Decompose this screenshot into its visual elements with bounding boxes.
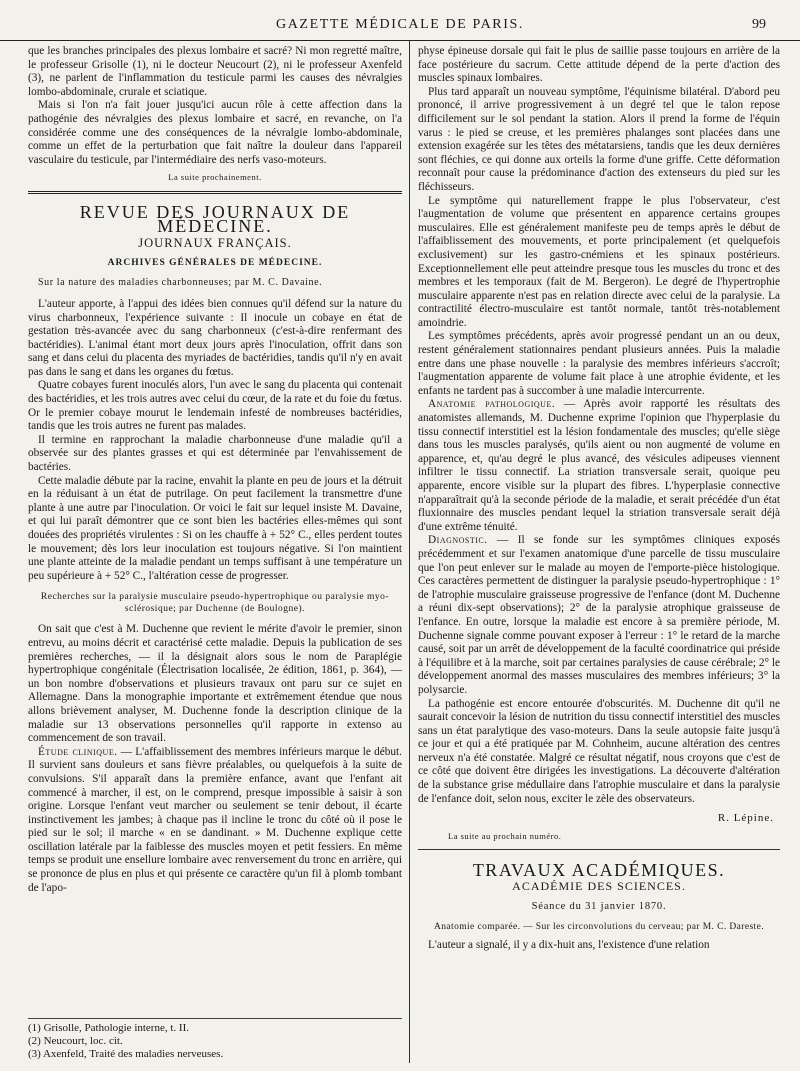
continuation-paragraph-1: que les branches principales des plexus lombaire et sacré? Ni mon regretté maître, le professeur Grisolle (1), ni le docteur Neucourt (2), ni le professeur Axenfeld (3), ne parlent de l'inflammation du testicule parmi les causes des névralgies lombo-abdominale, crurale et sciatique. bbox=[28, 45, 402, 98]
seance-date: Séance du 31 janvier 1870. bbox=[531, 900, 667, 912]
section-rule-right bbox=[418, 849, 780, 850]
anatomie-paragraph bbox=[418, 398, 780, 534]
anatomie-text: — Après avoir rapporté les résultats des anatomistes allemands, M. Duchenne exprime l'opinion que l'hyperplasie du tissu connectif interstitiel est la lésion fondamentale des muscles; qu'elle siège dans tous les muscles paralysés, qu'ils aient ou non augmenté de volume en apparence, et, qu'au degré le plus avancé, des vésicules adipeuses viennent infiltrer le tissu connectif. La striation transversale serait, quoique peu apparente, encore visible sur la plupart des fibres. L'hyperplasie connective n'apparaîtrait qu'à la seconde période de la maladie, et serait précédée d'un état fluxionnaire des muscles pendant lequel la striation transversale serait déjà d'une extrême ténuité. bbox=[418, 398, 780, 533]
footnote-1: (1) Grisolle, Pathologie interne, t. II. bbox=[28, 1022, 189, 1034]
right-paragraph-1: physe épineuse dorsale qui fait le plus de saillie passe toujours en arrière de la face postérieure du sacrum. Cette attitude dépend de la perte d'action des muscles spinaux lombaires. bbox=[418, 45, 780, 85]
article1-title: Sur la nature des maladies charbonneuses; par M. C. Davaine. bbox=[38, 277, 323, 289]
article1-paragraph-1: L'auteur apporte, à l'appui des idées bien connues qu'il défend sur la nature du virus charbonneux, l'expérience suivante : Il inocule un cobaye en état de gestation très-avancée avec du sang charbonneux (c'est-à-dire renfermant des bactéridies). L'animal étant mort deux jours après l'inoculation, offrit dans son sang et dans celui du placenta des myriades de bactéridies, tandis qu'il n'y en avait pas dans le sang et dans les organes du fœtus. bbox=[28, 297, 402, 378]
article1-paragraph-2: Quatre cobayes furent inoculés alors, l'un avec le sang du placenta qui contenait des bactéridies, et les trois autres avec celui du cœur, de la rate et du foie du fœtus. Or le premier cobaye mourut le lendemain infesté de nombreuses bactéridies, tandis que les trois autres ne furent pas malades. bbox=[28, 379, 402, 433]
right-paragraph-3: Le symptôme qui naturellement frappe le plus l'observateur, c'est l'augmentation de volume que présentent en apparence certains groupes musculaires. Elle est généralement manifeste peu de temps après le début de l'affaiblissement des mouvements, et porte principalement (et quelquefois exclusivement) sur les gastro-cnémiens et les spinaux postérieurs. Exceptionnellement elle peut atteindre presque tous les muscles du tronc et des membres et les temporaux (fait de M. Bergeron). Le degré de l'hypertrophie musculaire apparente n'est pas en relation directe avec celui de la paralysie. La contractilité électro-musculaire est tantôt normale, tantôt très-notablement amoindrie. bbox=[418, 194, 780, 329]
revue-title: REVUE DES JOURNAUX DE MÉDECINE. bbox=[79, 201, 351, 236]
etude-lead: Étude clinique. bbox=[38, 745, 118, 758]
journal-title: GAZETTE MÉDICALE DE PARIS. bbox=[276, 17, 524, 32]
academie-subtitle: ACADÉMIE DES SCIENCES. bbox=[512, 879, 686, 894]
column-divider bbox=[409, 41, 410, 1063]
diagnostic-paragraph bbox=[418, 534, 780, 697]
travaux-title: TRAVAUX ACADÉMIQUES. bbox=[472, 860, 726, 881]
etude-paragraph bbox=[28, 746, 402, 896]
right-paragraph-4: Les symptômes précédents, après avoir progressé pendant un an ou deux, restent généralement stationnaires pendant plusieurs années. Puis la maladie entre dans une phase nouvelle : la paralysie des membres inférieurs s'accroît; l'augmentation apparente de volume fait place à une atrophie évidente, et les enfants ne tardent pas à succomber à une maladie intercurrente. bbox=[418, 330, 780, 397]
left-column bbox=[28, 45, 402, 895]
archives-heading: ARCHIVES GÉNÉRALES DE MÉDECINE. bbox=[107, 257, 323, 268]
continuation-paragraph-2: Mais si l'on n'a fait jouer jusqu'ici aucun rôle à cette affection dans la pathogénie des névralgies des plexus lombaire et sacré, en revanche, on l'a considérée comme une des conséquences de la névralgie lombo-abdominale, comme un effet de la perturbation que fait naître la douleur dans l'appareil vasculaire du testicule, par l'intermédiaire des nerfs vaso-moteurs. bbox=[28, 99, 402, 166]
article2-title: Recherches sur la paralysie musculaire pseudo-hypertrophique ou paralysie myo-sclérosique; par Duchenne (de Boulogne). bbox=[40, 592, 390, 615]
right-column bbox=[418, 45, 780, 953]
suite-note: La suite prochainement. bbox=[168, 172, 262, 183]
anatomie-comparee-heading: Anatomie comparée. — Sur les circonvolutions du cerveau; par M. C. Dareste. bbox=[434, 922, 764, 933]
section-rule bbox=[28, 191, 402, 194]
footnotes bbox=[28, 1018, 402, 1061]
etude-text: — L'affaiblissement des membres inférieurs marque le début. Il survient sans douleurs et sans fièvre préalables, ou quelquefois à la suite de convulsions. S'il apparaît dans la première enfance, avant que l'enfant ait commencé à marcher, il est, on le comprend, presque impossible à saisir à son origine. Lorsque l'enfant veut marcher ou seulement se tenir debout, il écarte instinctivement les jambes; à chaque pas il incline le tronc du côté où il pose le pied sur le sol; il marche « en se dandinant. » M. Duchenne explique cette oscillation latérale par la faiblesse des muscles moyen et petit fessiers. En même temps se produit une ensellure lombaire avec renversement du tronc en arrière, qui se prononce de plus en plus et qui présente ce caractère qu'un fil à plomb tombant de l'apo- bbox=[28, 745, 402, 894]
article2-paragraph-1: On sait que c'est à M. Duchenne que revient le mérite d'avoir le premier, sinon entrevu, au moins décrit et caractérisé cette maladie. Depuis la publication de ses premières recherches, — il la désignait alors sous le nom de Paraplégie hypertrophique congénitale (Électrisation localisée, 2e édition, 1861, p. 364), — un bon nombre d'observations et plusieurs travaux ont paru sur ce sujet en Allemagne. Dans la monographie importante et extrêmement étendue que nous allons brièvement analyser, M. Duchenne fonde la description clinique de la maladie sur 13 observations personnelles qu'il rapporte in extenso au commencement de son travail. bbox=[28, 623, 402, 745]
article1-paragraph-4: Cette maladie débute par la racine, envahit la plante en peu de jours et la détruit en la réduisant à un état de putrilage. On peut facilement la transmettre d'une plante à une autre par l'inoculation. Or voici le fait sur lequel insiste M. Davaine, et qui lui paraît démontrer que ce sont bien les bactéries elles-mêmes qui sont douées des propriétés virulentes : Si on les chauffe à + 52° C., elles perdent toutes le mouvement; dès lors leur inoculation est toujours négative. Si l'on maintient une plante atteinte de la maladie pendant un temps suffisant à une température un peu supérieure à + 52° C., l'altération cesse de progresser. bbox=[28, 474, 402, 582]
right-paragraph-2: Plus tard apparaît un nouveau symptôme, l'équinisme bilatéral. D'abord peu prononcé, il arrive progressivement à un degré tel que le talon repose difficilement sur le sol pendant la station. Alors il prend la forme de l'équin varus : le pied se creuse, et les premières phalanges sont placées dans une extension exagérée sur les têtes des métatarsiens, tandis que les deux dernières sont fléchies, ce qui donne aux orteils la forme d'une griffe. Cette déformation reconnaît pour cause la prédominance d'action des extenseurs du pied sur les fléchisseurs. bbox=[418, 85, 780, 193]
anatomie-lead: Anatomie pathologique. bbox=[428, 398, 556, 411]
article1-paragraph-3: Il termine en rapprochant la maladie charbonneuse d'une maladie qu'il a observée sur des plantes grasses et qui est déterminée par l'envahissement de bactéries. bbox=[28, 433, 402, 474]
footnote-2: (2) Neucourt, loc. cit. bbox=[28, 1035, 123, 1047]
right-suite-note: La suite au prochain numéro. bbox=[448, 830, 562, 841]
footnote-3: (3) Axenfeld, Traité des maladies nerveuses. bbox=[28, 1048, 224, 1060]
diagnostic-lead: Diagnostic. bbox=[428, 534, 488, 547]
last-paragraph: L'auteur a signalé, il y a dix-huit ans, l'existence d'une relation bbox=[428, 939, 710, 952]
signature: R. Lépine. bbox=[717, 812, 774, 825]
diagnostic-text: — Il se fonde sur les symptômes cliniques exposés précédemment et sur l'examen anatomique d'une parcelle de tissu musculaire que l'on peut enlever sur le malade au moyen de l'emporte-pièce histologique. Ces caractères permettent de distinguer la paralysie pseudo-hypertrophique : 1° de l'atrophie musculaire graisseuse progressive de l'enfance (dont M. Duchenne a réuni dix-sept observations); 2° de la paralysie atrophique graisseuse de l'enfance. En outre, lorsque la maladie est encore à sa première période, M. Duchenne signale comme pouvant exposer à l'erreur : 1° le retard de la marche causé, soit par un arrêt de développement de la faculté coordinatrice qui préside à l'équilibre et à la marche, soit par certaines paralysies de cause cérébrale; 2° le développement anormal des masses musculaires des membres inférieurs; 3° la polysarcie. bbox=[418, 534, 780, 696]
page-header bbox=[0, 0, 800, 41]
pathogenie-paragraph: La pathogénie est encore entourée d'obscurités. M. Duchenne dit qu'il ne saurait concevoir la lésion de nutrition du tissu connectif interstitiel des muscles sans un état paralytique des vaso-moteurs. Dans la seule autopsie faite jusqu'à ce jour et qui a été pratiquée par M. Cohnheim, aucune altération des centres nerveux n'a été constatée. Malgré ce résultat négatif, nous croyons que c'est de ce côté que doivent être dirigées les investigations. La découverte d'altération de la substance grise médullaire dans l'atrophie musculaire et dans la paralysie de l'enfance doit, selon nous, exciter le zèle des observateurs. bbox=[418, 697, 780, 805]
page-number: 99 bbox=[752, 17, 766, 32]
journaux-subtitle: JOURNAUX FRANÇAIS. bbox=[138, 236, 292, 251]
